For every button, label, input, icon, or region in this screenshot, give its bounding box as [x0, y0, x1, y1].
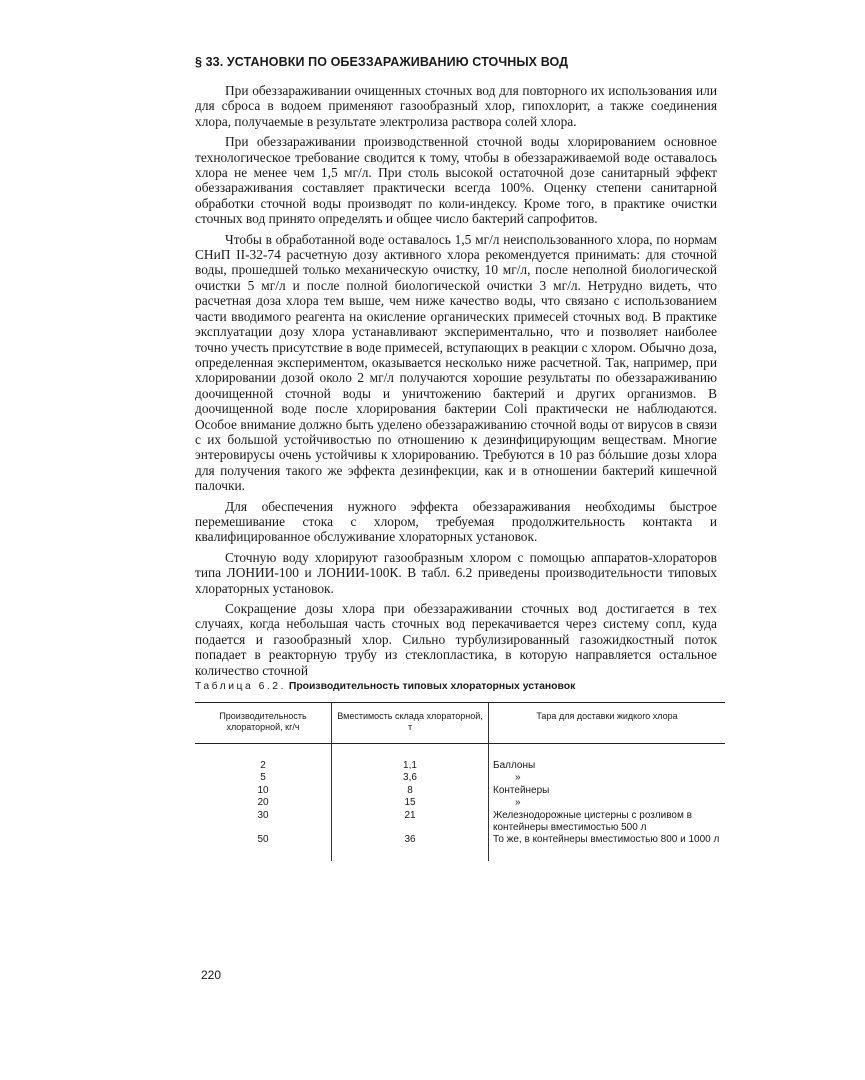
document-page [195, 55, 720, 861]
table-caption [195, 681, 717, 692]
table-caption-label: Таблица 6.2. [195, 681, 286, 693]
table-cell: 3,6 [332, 772, 489, 784]
table-cell: Контейнеры [489, 785, 726, 797]
column-header-storage: Вместимость склада хлораторной, т [332, 703, 489, 744]
table-cell: 21 [332, 810, 489, 835]
paragraph-2: При обеззараживании производственной сточной воды хлорированием основное технологическое требование сводится к тому, чтобы в обеззараживаемой воде оставалось хлора не менее чем 1,5 мг/л. При столь высокой остаточной дозе санитарный эффект обеззараживания составляет практически всегда 100%. Оценку степени санитарной обработки сточной воды производят по коли-индексу. Кроме того, в практике очистки сточных вод принято определять и общее число бактерий сапрофитов. [195, 134, 717, 227]
paragraph-1: При обеззараживании очищенных сточных вод для повторного их использования или для сброса в водоем применяют газообразный хлор, гипохлорит, а также соединения хлора, получаемые в результате электролиза раствора солей хлора. [195, 83, 717, 129]
table-caption-title: Производительность типовых хлораторных установок [288, 681, 576, 693]
table-row [195, 834, 725, 860]
table-row [195, 785, 725, 797]
table-row [195, 797, 725, 809]
table-row [195, 772, 725, 784]
table-cell: 15 [332, 797, 489, 809]
table-cell: 36 [332, 834, 489, 860]
table-cell: Железнодорожные цистерны с розливом в контейнеры вместимостью 500 л [489, 810, 726, 835]
paragraph-3: Чтобы в обработанной воде оставалось 1,5 мг/л неиспользованного хлора, по нормам СНиП II-32-74 расчетную дозу активного хлора рекомендуется принимать: для сточной воды, прошедшей только механическую очистку, 10 мг/л, после неполной биологической очистки 5 мг/л и после полной биологической очистки 3 мг/л. Нетрудно видеть, что расчетная доза хлора тем выше, чем ниже качество воды, что связано с использованием части вводимого реагента на окисление органических примесей сточных вод. В практике эксплуатации дозу хлора устанавливают экспериментально, что и позволяет наиболее точно учесть присутствие в воде примесей, вступающих в реакции с хлором. Обычно доза, определенная экспериментом, оказывается несколько ниже расчетной. Так, например, при хлорировании дозой около 2 мг/л получаются хорошие результаты по обеззараживанию доочищенной сточной воды и уничтожению бактерий и других организмов. В доочищенной воде после хлорирования бактерии Coli практически не наблюдаются. Особое внимание должно быть уделено обеззараживанию сточной воды от вирусов в связи с их большой устойчивостью по отношению к дезинфицирующим веществам. Многие энтеровирусы очень устойчивы к хлорированию. Требуются в 10 раз бóльшие дозы хлора для получения такого же эффекта дезинфекции, как и в отношении бактерий кишечной палочки. [195, 231, 717, 494]
paragraph-4: Для обеспечения нужного эффекта обеззараживания необходимы быстрое перемешивание стока с хлором, требуемая продолжительность контакта и квалифицированное обслуживание хлораторных установок. [195, 498, 717, 545]
table-header-row [195, 703, 725, 744]
table-cell: Баллоны [489, 744, 726, 773]
paragraph-5: Сточную воду хлорируют газообразным хлором с помощью аппаратов-хлораторов типа ЛОНИИ-100 и ЛОНИИ-100К. В табл. 6.2 приведены производительности типовых хлораторных установок. [195, 549, 717, 596]
section-heading: § 33. УСТАНОВКИ ПО ОБЕЗЗАРАЖИВАНИЮ СТОЧНЫХ ВОД [195, 55, 569, 69]
ditto-mark: » [515, 797, 521, 809]
table-cell: 30 [257, 809, 269, 821]
paragraph-6: Сокращение дозы хлора при обеззараживании сточных вод достигается в тех случаях, когда небольшая часть сточных вод перекачивается через систему сопл, куда подается и газообразный хлор. Сильно турбулизированный газожидкостный поток попадает в реакторную трубу из стеклопластика, в которую направляется остальное количество сточной [195, 601, 717, 678]
column-header-container: Тара для доставки жидкого хлора [489, 703, 726, 744]
ditto-mark: » [515, 772, 521, 784]
table-cell: 8 [332, 785, 489, 797]
table-cell: 5 [260, 772, 266, 784]
column-header-capacity: Производительность хлораторной, кг/ч [195, 703, 332, 744]
chlorination-table [195, 702, 725, 861]
table-cell: 20 [257, 797, 269, 809]
table-row [195, 744, 725, 773]
table-cell: 50 [257, 834, 269, 846]
table-cell [489, 772, 726, 784]
table-cell: 1,1 [332, 744, 489, 773]
table-cell: 2 [260, 760, 266, 772]
table-cell: То же, в контейнеры вместимостью 800 и 1000 л [489, 834, 726, 860]
table-cell: 10 [257, 784, 269, 796]
table-cell [489, 797, 726, 809]
table-row [195, 810, 725, 835]
page-number: 220 [201, 968, 222, 982]
